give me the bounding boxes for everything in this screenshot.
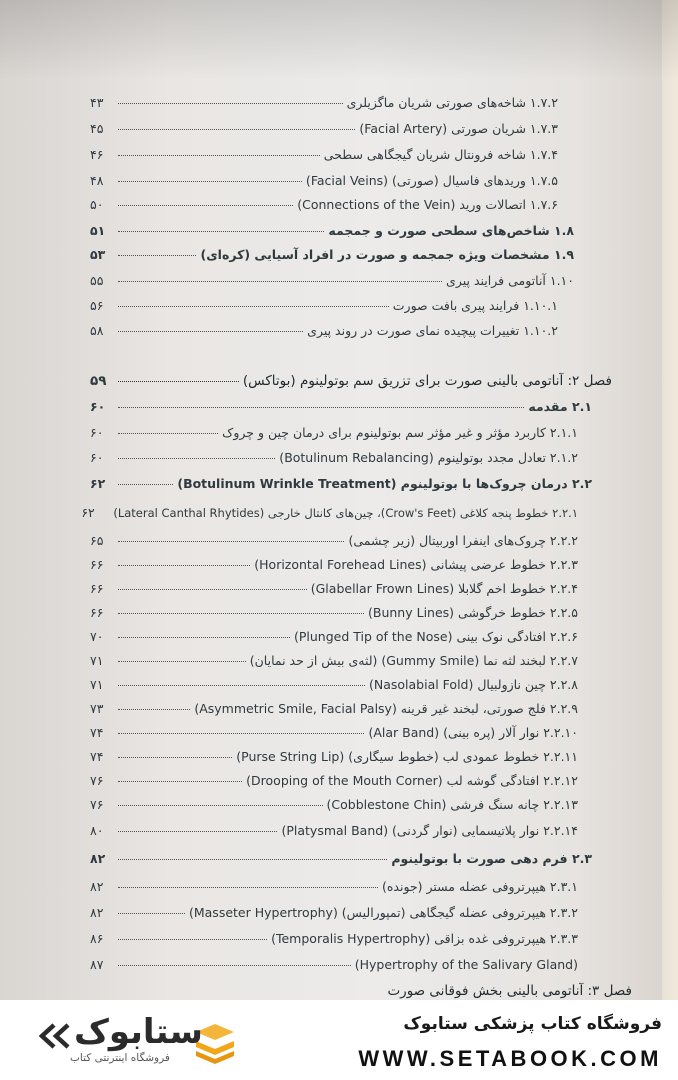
toc-entry: ۲.۱.۱ کاربرد مؤثر و غیر مؤثر سم بوتولینوم برای درمان چین و چروک ۶۰ [90,425,578,440]
toc-section-entry: ۱.۱۰ آناتومی فرایند پیری ۵۵ [90,273,574,288]
toc-entry: ۲.۲.۱۳ چانه سنگ فرشی (Cobblestone Chin) ۷۶ [90,797,578,812]
toc-entry: ۱.۱۰.۱ فرایند پیری بافت صورت ۵۶ [90,298,558,313]
toc-entry: ۲.۲.۱ خطوط پنجه کلاغی (Crow's Feet)، چین‌های کانتال خارجی (Lateral Canthal Rhytides) ۶۲ [81,505,578,520]
toc-entry: ۲.۳.۲ هیپرتروفی عضله گیجگاهی (تمپورالیس) (Masseter Hypertrophy) ۸۲ [90,905,578,920]
toc-entry: ۲.۲.۱۴ نوار پلاتیسمایی (نوار گردنی) (Platysmal Band) ۸۰ [90,823,578,838]
toc-entry: (Hypertrophy of the Salivary Gland) ۸۷ [90,957,578,972]
toc-entry: ۲.۱.۲ تعادل مجدد بوتولینوم (Botulinum Rebalancing) ۶۰ [90,450,578,465]
toc-entry: ۱.۷.۶ اتصالات ورید (Connections of the Vein) ۵۰ [90,197,558,212]
brand-tagline: فروشگاه اینترنتی کتاب [70,1052,170,1064]
toc-entry: ۲.۲.۶ افتادگی نوک بینی (Plunged Tip of the Nose) ۷۰ [90,629,578,644]
toc-section-entry: ۲.۲ درمان چروک‌ها با بوتولینوم (Botulinum Wrinkle Treatment) ۶۲ [90,476,592,491]
store-footer-banner [0,1000,678,1080]
toc-entry: ۲.۲.۷ لبخند لثه نما (Gummy Smile) (لثه‌ی بیش از حد نمایان) ۷۱ [90,653,578,668]
toc-entry: ۱.۱۰.۲ تغییرات پیچیده نمای صورت در روند پیری ۵۸ [90,323,558,338]
chevron-left-icon [36,1022,76,1050]
toc-entry: ۲.۲.۳ خطوط عرضی پیشانی (Horizontal Forehead Lines) ۶۶ [90,557,578,572]
toc-chapter-heading: فصل ۳: آناتومی بالینی بخش فوقانی صورت [387,983,632,999]
toc-entry: ۲.۲.۲ چروک‌های اینفرا اوربیتال (زیر چشمی) ۶۵ [90,533,578,548]
toc-entry: ۲.۲.۹ فلج صورتی، لبخند غیر قرینه (Asymmetric Smile, Facial Palsy) ۷۳ [90,701,578,716]
toc-section-entry: ۲.۳ فرم دهی صورت با بوتولینوم ۸۲ [90,851,592,866]
toc-section-entry: ۲.۱ مقدمه ۶۰ [90,399,592,414]
toc-entry: ۱.۷.۳ شریان صورتی (Facial Artery) ۴۵ [90,121,558,136]
brand-name: ستابوک [74,1012,203,1052]
toc-entry: ۲.۲.۵ خطوط خرگوشی (Bunny Lines) ۶۶ [90,605,578,620]
toc-section-entry: ۱.۹ مشخصات ویژه جمجمه و صورت در افراد آسیایی (کره‌ای) ۵۳ [90,247,574,262]
toc-entry: ۲.۲.۱۱ خطوط عمودی لب (خطوط سیگاری) (Purse String Lip) ۷۴ [90,749,578,764]
store-title: فروشگاه کتاب پزشکی ستابوک [403,1014,662,1034]
toc-entry: ۲.۳.۱ هیپرتروفی عضله مستر (جونده) ۸۲ [90,879,578,894]
toc-entry: ۲.۲.۱۰ نوار آلار (پره بینی) (Alar Band) ۷۴ [90,725,578,740]
toc-section-entry: ۱.۸ شاخص‌های سطحی صورت و جمجمه ۵۱ [90,223,574,238]
toc-entry: ۲.۲.۴ خطوط اخم گلابلا (Glabellar Frown Lines) ۶۶ [90,581,578,596]
toc-entry: ۲.۲.۱۲ افتادگی گوشه لب (Drooping of the Mouth Corner) ۷۶ [90,773,578,788]
toc-entry: ۱.۷.۴ شاخه فرونتال شریان گیجگاهی سطحی ۴۶ [90,147,558,162]
toc-entry: ۲.۲.۸ چین نازولبیال (Nasolabial Fold) ۷۱ [90,677,578,692]
toc-chapter-heading: فصل ۲: آناتومی بالینی صورت برای تزریق سم بوتولینوم (بوتاکس) ۵۹ [90,373,612,389]
store-url: WWW.SETABOOK.COM [358,1046,662,1071]
toc-entry: ۱.۷.۲ شاخه‌های صورتی شریان ماگزیلری ۴۳ [90,95,558,110]
toc-entry: ۲.۳.۳ هیپرتروفی غده بزاقی (Temporalis Hypertrophy) ۸۶ [90,931,578,946]
toc-entry: ۱.۷.۵ وریدهای فاسیال (صورتی) (Facial Veins) ۴۸ [90,173,558,188]
